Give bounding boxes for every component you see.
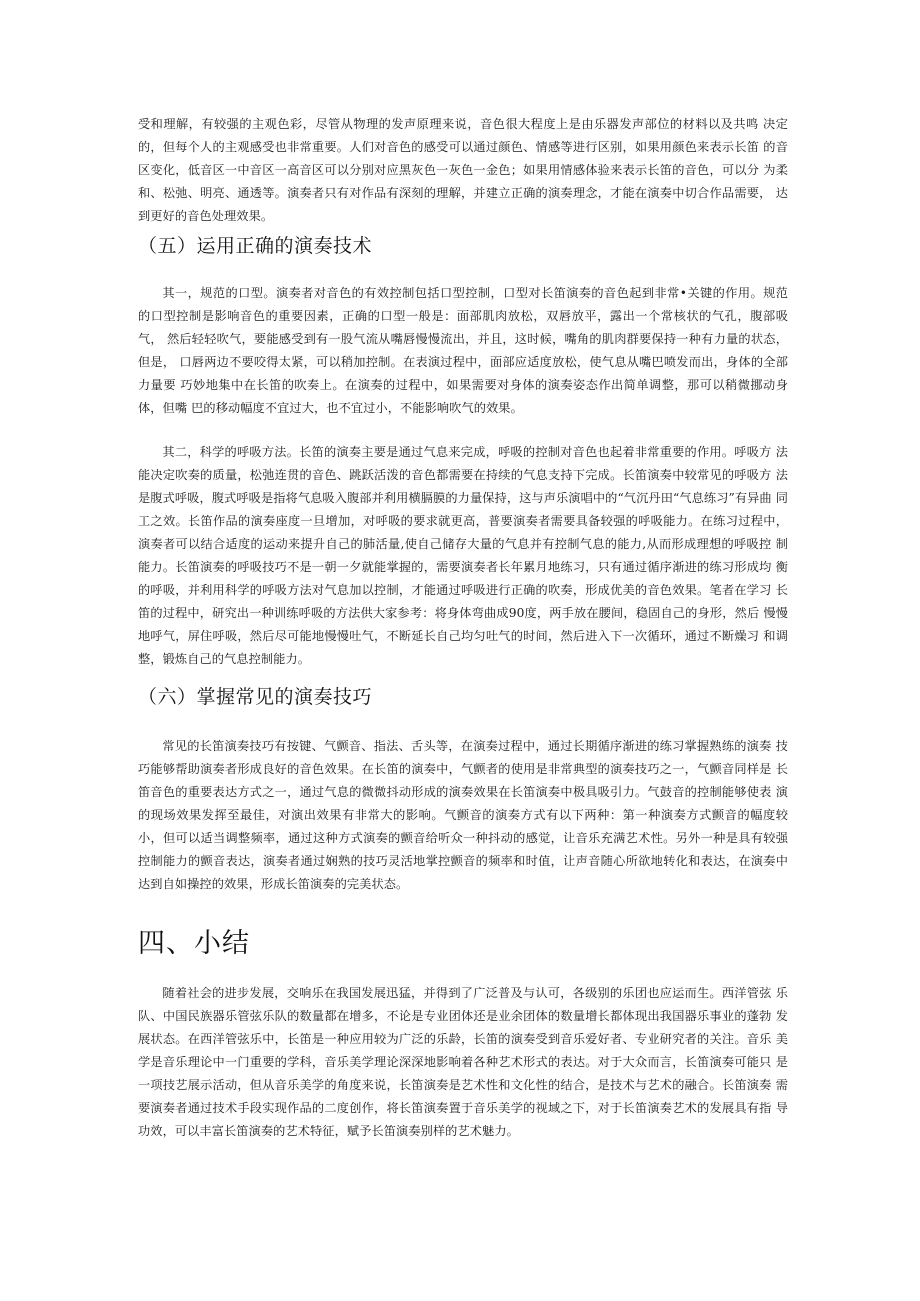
intro-paragraph: 受和理解，有较强的主观色彩，尽管从物理的发声原理来说，音色很大程度上是由乐器发声部位的材料以及共鸣 决定的，但每个人的主观感受也非常重要。人们对音色的感受可以通过颜色、情感等进行区别，如果用颜色来表示长笛 的音区变化，低音区一中音区一高音区可以分别对应黑灰色一灰色一金色；如果用情感体验来表示长笛的音色，可以分 为柔和、松弛、明亮、通透等。演奏者只有对作品有深刻的理解，并建立正确的演奏理念，才能在演奏中切合作品需要， 达到更好的音色处理效果。 (138, 117, 788, 223)
section-4-heading: 四、小结 (138, 928, 250, 959)
section-5-heading: （五）运用正确的演奏技术 (138, 235, 373, 257)
section-5-paragraph-2: 其二，科学的呼吸方法。长笛的演奏主要是通过气息来完成，呼吸的控制对音色也起着非常重要的作用。呼吸方 法能决定吹奏的质量，松弛连贯的音色、跳跃活泼的音色都需要在持续的气息支持下完成。长笛演奏中较常见的呼吸方 法是腹式呼吸，腹式呼吸是指将气息吸入腹部并利用横膈膜的力量保持，这与声乐演唱中的“气沉丹田“气息练习”有异曲 同工之效。长笛作品的演奏座度一旦增加，对呼吸的要求就更高，普要演奏者需要具备较强的呼吸能力。在练习过程中， 演奏者可以结合适度的运动来提升自己的肺活量,使自己储存大量的气息并有控制气息的能力,从而形成理想的呼吸控 制能力。长笛演奏的呼吸技巧不是一朝一夕就能掌握的，需要演奏者长年累月地练习，只有通过循序渐进的练习形成均 衡的呼吸，并利用科学的呼吸方法对气息加以控制，才能通过呼吸进行正确的吹奏，形成优美的音色效果。笔者在学习 长笛的过程中，研究出一种训练呼吸的方法供大家参考：将身体弯曲成90度，两手放在腰间，稳固自己的身形，然后 慢慢地呼气，屏住呼吸，然后尽可能地慢慢吐气，不断延长自己均匀吐气的时间，然后进入下一次循环，通过不断燥习 和调整，锻炼自己的气息控制能力。 (138, 445, 788, 666)
section-6-heading: （六）掌握常见的演奏技巧 (138, 686, 373, 708)
section-5-paragraph-1: 其一，规范的口型。演奏者对音色的有效控制包括口型控制，口型对长笛演奏的音色起到非常•关键的作用。规范 的口型控制是影响音色的重要因素，正确的口型一般是：面部肌肉放松，双唇放平，露出一个常核状的气孔，腹部吸气， 然后轻轻吹气，要能感受到有一股气流从嘴唇慢慢流出，并且，这时候，嘴角的肌肉群要保持一种有力量的状态，但是， 口唇两边不要咬得太紧，可以稍加控制。在表演过程中，面部应适度放松，使气息从嘴巴喷发而出，身体的全部力量要 巧妙地集中在长笛的吹奏上。在演奏的过程中，如果需要对身体的演奏姿态作出简单调整，那可以稍微挪动身体，但嘴 巴的移动幅度不宜过大，也不宜过小，不能影响吹气的效果。 (138, 286, 788, 415)
section-4-paragraph-1: 随着社会的进步发展，交响乐在我国发展迅猛，并得到了广泛普及与认可，各级别的乐团也应运而生。西洋管弦 乐队、中国民族器乐管弦乐队的数量都在增多，不论是专业团体还是业余团体的数量增长都体现出我国器乐事业的蓬勃 发展状态。在西洋管弦乐中，长笛是一种应用较为广泛的乐龄，长笛的演奏受到音乐爱好者、专业研究者的关注。音乐 美学是音乐理论中一门重要的学科，音乐美学理论深深地影响着各种艺术形式的表达。对于大众而言，长笛演奏可能只 是一项技艺展示活动，但从音乐美学的角度来说，长笛演奏是艺术性和文化性的结合，是技术与艺术的融合。长笛演奏 需要演奏者通过技术手段实现作品的二度创作，将长笛演奏置于音乐美学的视域之下，对于长笛演奏艺术的发展具有指 导功效，可以丰富长笛演奏的艺术特征，赋予长笛演奏别样的艺术魅力。 (138, 986, 788, 1138)
section-6-paragraph-1: 常见的长笛演奏技巧有按键、气颤音、指法、舌头等，在演奏过程中，通过长期循序渐进的练习掌握熟练的演奏 技巧能够帮助演奏者形成良好的音色效果。在长笛的演奏中，气颤者的使用是非常典型的演奏技巧之一，气颤音同样是 长笛音色的重要表达方式之一，通过气息的微微抖动形成的演奏效果在长笛演奏中极具吸引力。气鼓音的控制能够使表 演的现场效果发挥至最佳，对演出效果有非常大的影响。气颤音的演奏方式有以下两种：第一种演奏方式颤音的幅度较 小，但可以适当调整频率，通过这种方式演奏的颤音给听众一种抖动的感觉，让音乐充满艺术性。另外一种是具有较强 控制能力的颤音表达，演奏者通过娴熟的技巧灵活地掌控颤音的频率和时值，让声音随心所欲地转化和表达，在演奏中 达到自如操控的效果，形成长笛演奏的完美状态。 (138, 739, 788, 891)
